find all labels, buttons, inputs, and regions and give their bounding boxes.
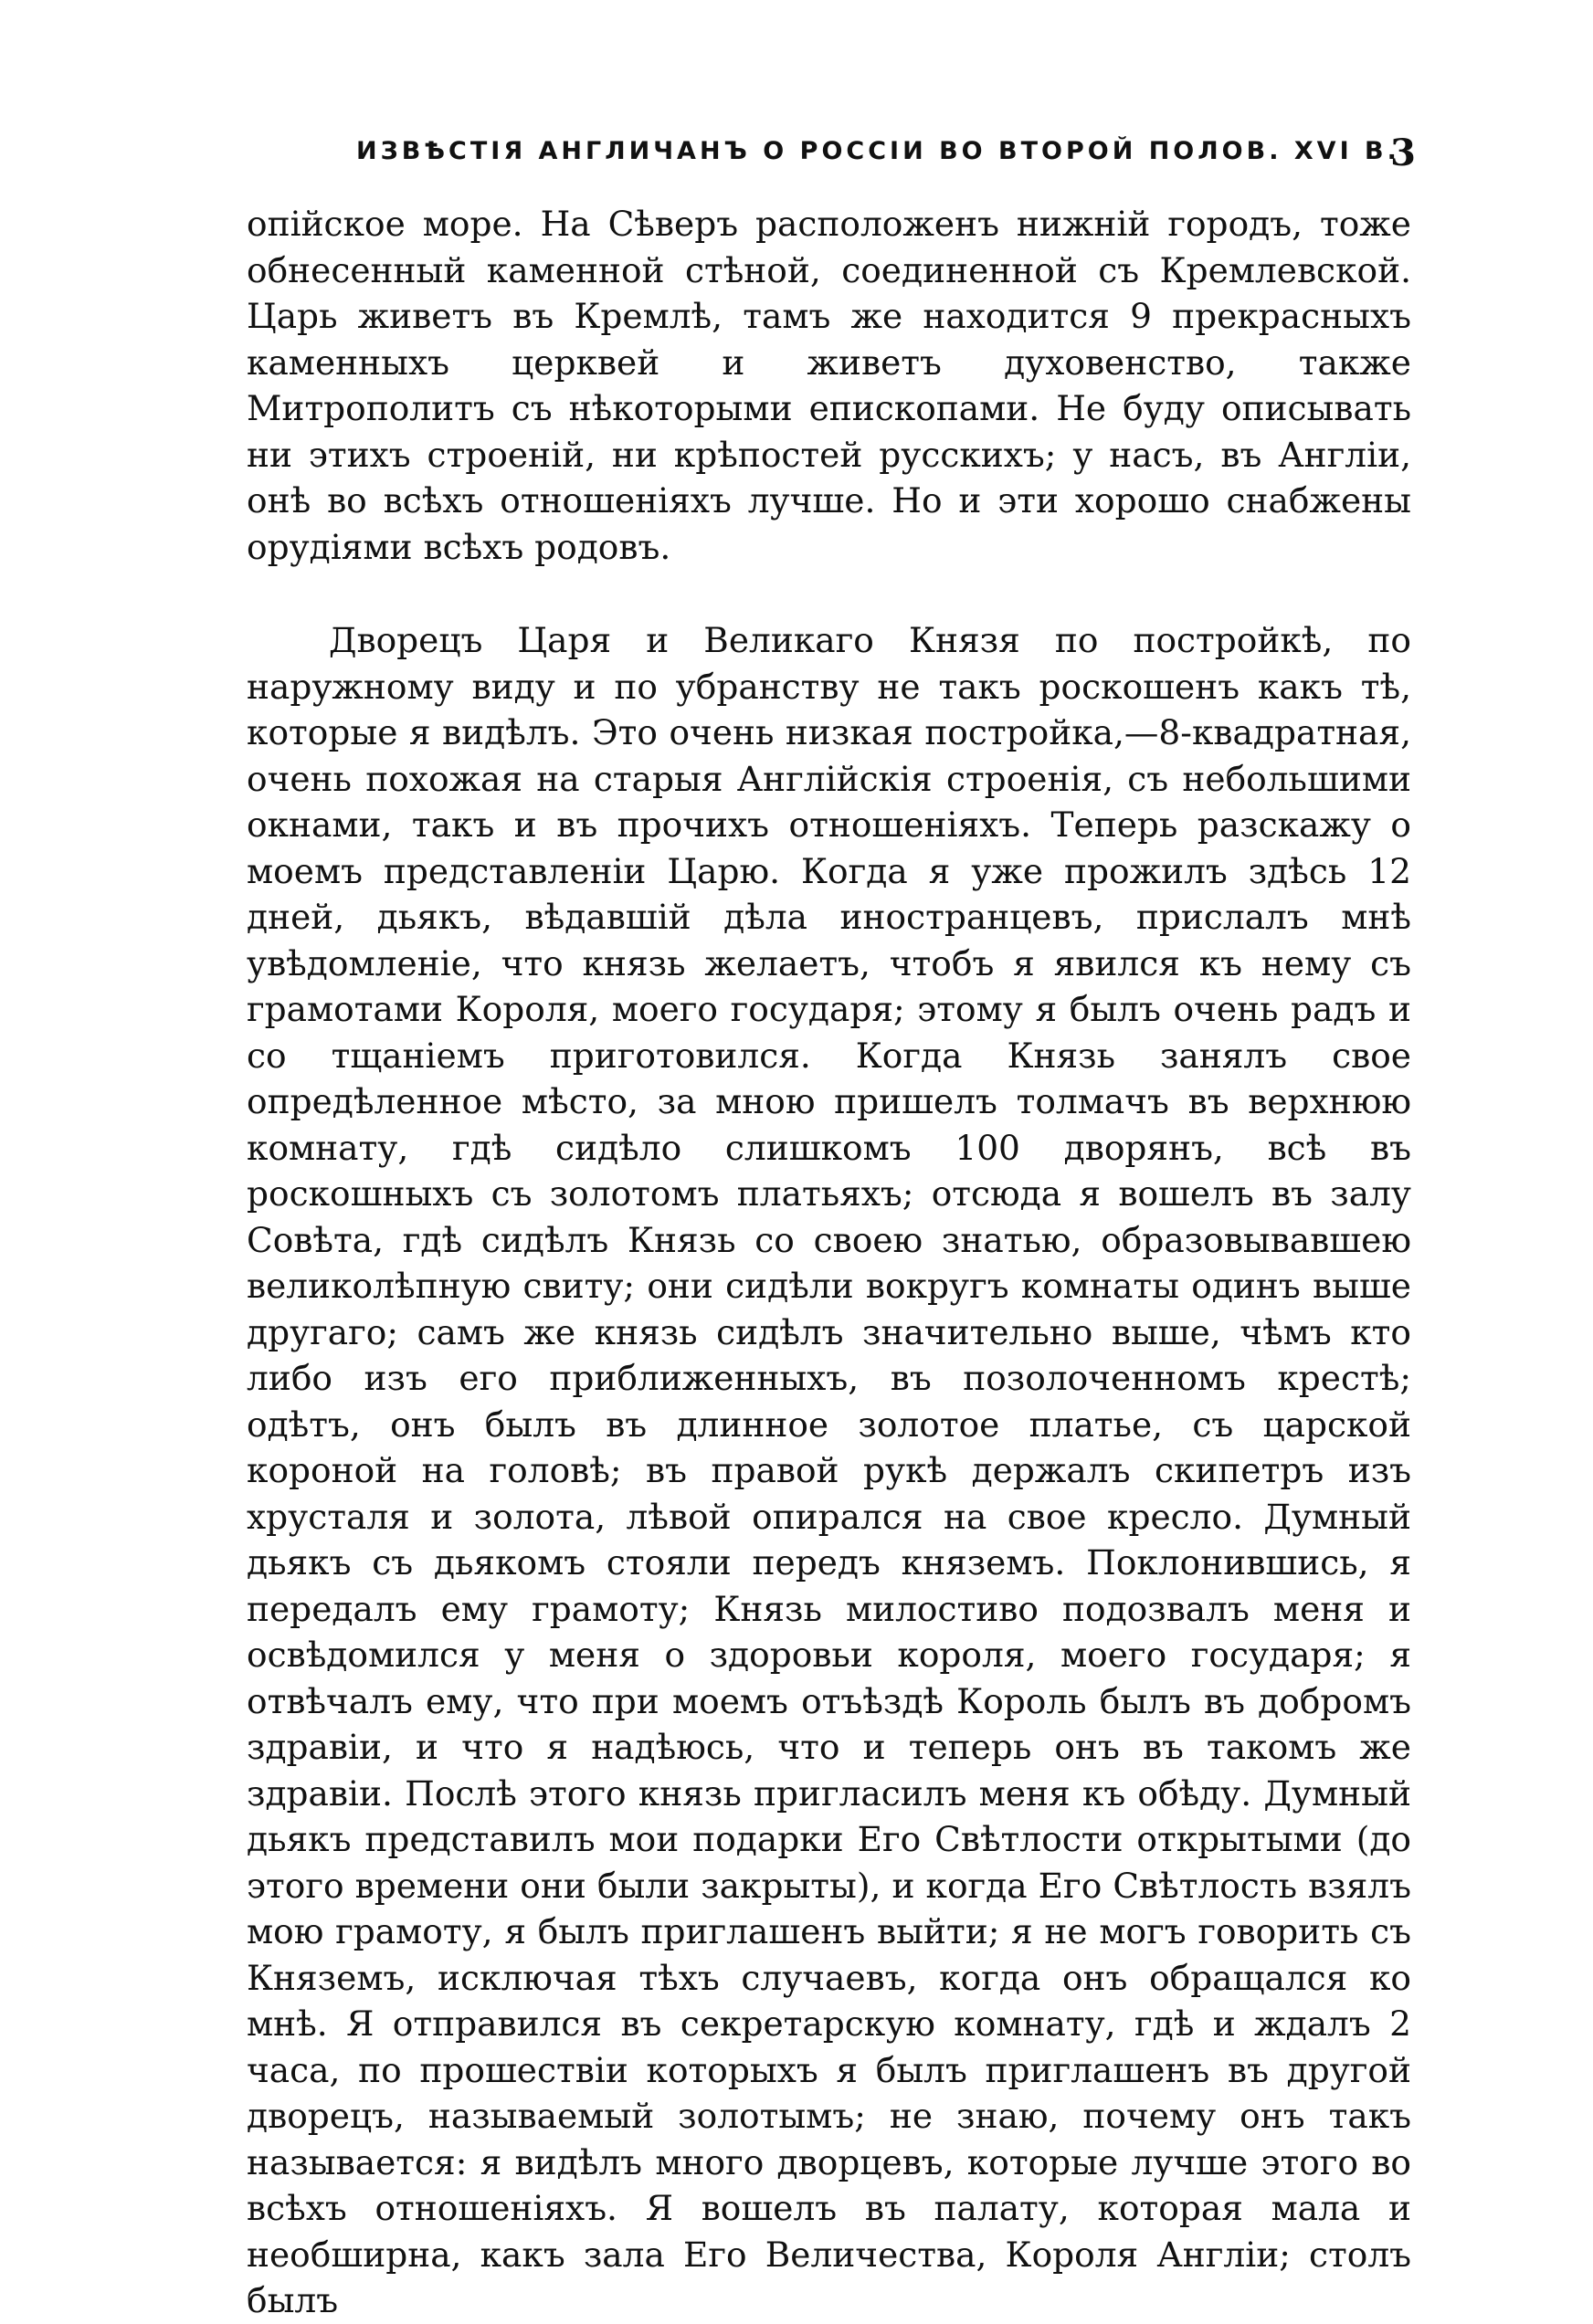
running-head [247, 131, 1425, 183]
body-text [247, 201, 1411, 2324]
paragraph-continued: опійское море. На Сѣверъ расположенъ нижній городъ, тоже обнесенный каменной стѣной, соединенной съ Кремлевской. Царь живетъ въ Кремлѣ, тамъ же находится 9 прекрасныхъ каменныхъ церквей и живетъ духовенство, также Митрополитъ съ нѣкоторыми епископами. Не буду описывать ни этихъ строеній, ни крѣпостей русскихъ; у насъ, въ Англіи, онѣ во всѣхъ отношеніяхъ лучше. Но и эти хорошо снабжены орудіями всѣхъ родовъ. [247, 204, 1411, 567]
paragraph: Дворецъ Царя и Великаго Князя по постройкѣ, по наружному виду и по убранству не такъ роскошенъ какъ тѣ, которые я видѣлъ. Это очень низкая постройка,—8-квадратная, очень похожая на старыя Англійскія строенія, съ небольшими окнами, такъ и въ прочихъ отношеніяхъ. Теперь разскажу о моемъ представленіи Царю. Когда я уже прожилъ здѣсь 12 дней, дьякъ, вѣдавшій дѣла иностранцевъ, прислалъ мнѣ увѣдомленіе, что князь желаетъ, чтобъ я явился къ нему съ грамотами Короля, моего государя; этому я былъ очень радъ и со тщаніемъ приготовился. Когда Князь занялъ свое опредѣленное мѣсто, за мною пришелъ толмачъ въ верхнюю комнату, гдѣ сидѣло слишкомъ 100 дворянъ, всѣ въ роскошныхъ съ золотомъ платьяхъ; отсюда я вошелъ въ залу Совѣта, гдѣ сидѣлъ Князь со своею знатью, образовывавшею великолѣпную свиту; они сидѣли вокругъ комнаты одинъ выше другаго; самъ же князь сидѣлъ значительно выше, чѣмъ кто либо изъ его приближенныхъ, въ позолоченномъ крестѣ; одѣтъ, онъ былъ въ длинное золотое платье, съ царской короной на головѣ; въ правой рукѣ держалъ скипетръ изъ хрусталя и золота, лѣвой опирался на свое кресло. Думный дьякъ съ дьякомъ стояли передъ княземъ. Поклонившись, я передалъ ему грамоту; Князь милостиво подозвалъ меня и освѣдомился у меня о здоровьи короля, моего государя; я отвѣчалъ ему, что при моемъ отъѣздѣ Король былъ въ добромъ здравіи, и что я надѣюсь, что и теперь онъ въ такомъ же здравіи. Послѣ этого князь пригласилъ меня къ обѣду. Думный дьякъ представилъ мои подарки Его Свѣтлости открытыми (до этого времени они были закрыты), и когда Его Свѣтлость взялъ мою грамоту, я былъ приглашенъ выйти; я не могъ говорить съ Княземъ, исключая тѣхъ случаевъ, когда онъ обращался ко мнѣ. Я отправился въ секретарскую комнату, гдѣ и ждалъ 2 часа, по прошествіи которыхъ я былъ приглашенъ въ другой дворецъ, называемый золотымъ; не знаю, почему онъ такъ называется: я видѣлъ много дворцевъ, которые лучше этого во всѣхъ отношеніяхъ. Я вошелъ въ палату, которая мала и необширна, какъ зала Его Величества, Короля Англіи; столъ былъ [247, 620, 1411, 2320]
running-title: ИЗВѢСТІЯ АНГЛИЧАНЪ О РОССІИ ВО ВТОРОЙ ПОЛОВ. XVI В. [356, 137, 1400, 165]
page-number: 3 [1390, 131, 1416, 174]
